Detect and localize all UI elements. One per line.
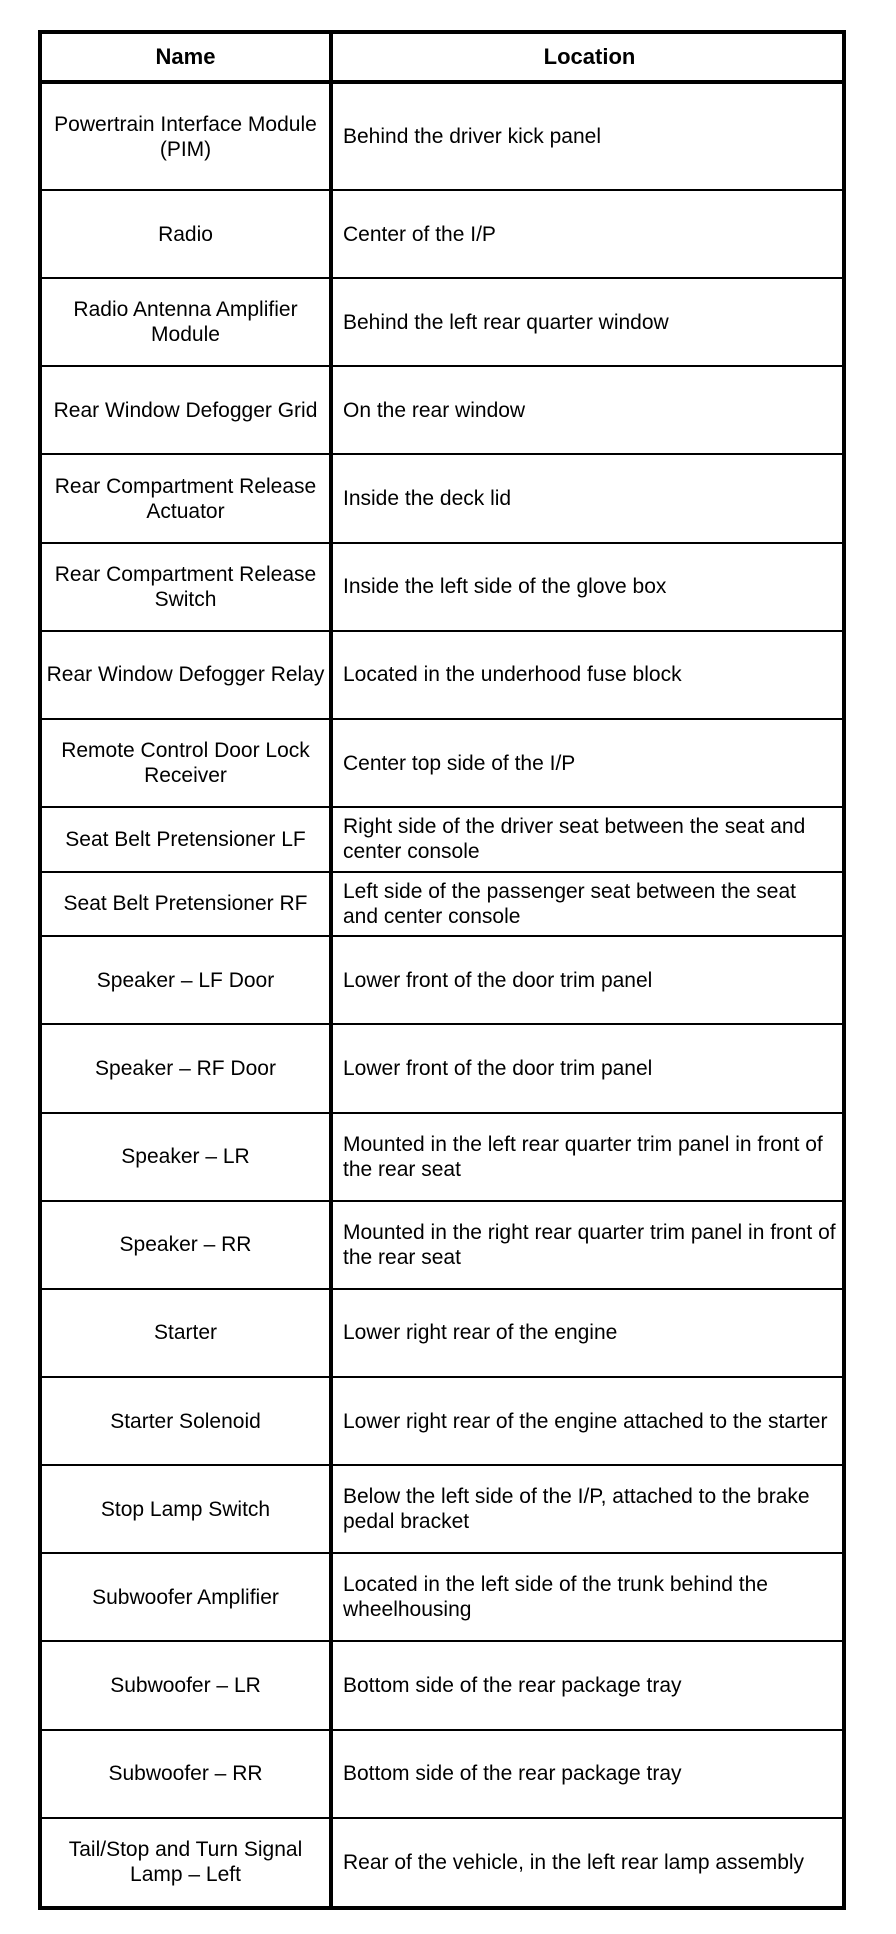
table-row xyxy=(42,82,842,190)
component-location-cell: Lower front of the door trim panel xyxy=(331,1024,842,1112)
component-name-cell: Subwoofer Amplifier xyxy=(42,1553,331,1641)
component-location-cell: Right side of the driver seat between the seat and center console xyxy=(331,807,842,872)
component-name-cell: Radio xyxy=(42,190,331,278)
component-name-cell: Subwoofer – RR xyxy=(42,1730,331,1818)
table-row xyxy=(42,190,842,278)
table-row xyxy=(42,278,842,366)
component-name-cell: Speaker – RF Door xyxy=(42,1024,331,1112)
component-location-table xyxy=(42,34,842,1906)
component-location-cell: Inside the left side of the glove box xyxy=(331,543,842,631)
component-name-cell: Seat Belt Pretensioner RF xyxy=(42,872,331,937)
component-name-cell: Speaker – LR xyxy=(42,1113,331,1201)
table-row xyxy=(42,936,842,1024)
component-location-cell: Behind the left rear quarter window xyxy=(331,278,842,366)
component-name-cell: Radio Antenna Amplifier Module xyxy=(42,278,331,366)
component-location-cell: Mounted in the left rear quarter trim panel in front of the rear seat xyxy=(331,1113,842,1201)
component-location-cell: Inside the deck lid xyxy=(331,454,842,542)
component-location-cell: Lower front of the door trim panel xyxy=(331,936,842,1024)
table-row xyxy=(42,1377,842,1465)
table-row xyxy=(42,807,842,872)
component-name-cell: Seat Belt Pretensioner LF xyxy=(42,807,331,872)
table-row xyxy=(42,1024,842,1112)
table-row xyxy=(42,1201,842,1289)
component-name-cell: Remote Control Door Lock Receiver xyxy=(42,719,331,807)
header-row xyxy=(42,34,842,82)
table-row xyxy=(42,1818,842,1906)
component-name-cell: Powertrain Interface Module (PIM) xyxy=(42,82,331,190)
name-column-header: Name xyxy=(42,34,331,82)
location-column-header: Location xyxy=(331,34,842,82)
component-location-cell: Rear of the vehicle, in the left rear lamp assembly xyxy=(331,1818,842,1906)
table-row xyxy=(42,1289,842,1377)
component-name-cell: Starter xyxy=(42,1289,331,1377)
component-location-cell: Bottom side of the rear package tray xyxy=(331,1730,842,1818)
component-name-cell: Tail/Stop and Turn Signal Lamp – Left xyxy=(42,1818,331,1906)
component-location-cell: Lower right rear of the engine attached to the starter xyxy=(331,1377,842,1465)
component-name-cell: Starter Solenoid xyxy=(42,1377,331,1465)
table-row xyxy=(42,1553,842,1641)
table-row xyxy=(42,1641,842,1729)
component-location-cell: Bottom side of the rear package tray xyxy=(331,1641,842,1729)
table-body xyxy=(42,82,842,1906)
table-row xyxy=(42,1465,842,1553)
component-location-cell: Located in the left side of the trunk behind the wheelhousing xyxy=(331,1553,842,1641)
component-name-cell: Rear Compartment Release Switch xyxy=(42,543,331,631)
table-row xyxy=(42,366,842,454)
component-location-cell: Center of the I/P xyxy=(331,190,842,278)
table-row xyxy=(42,1730,842,1818)
table-row xyxy=(42,872,842,937)
component-name-cell: Subwoofer – LR xyxy=(42,1641,331,1729)
component-name-cell: Speaker – RR xyxy=(42,1201,331,1289)
component-location-cell: Located in the underhood fuse block xyxy=(331,631,842,719)
table-row xyxy=(42,719,842,807)
component-name-cell: Speaker – LF Door xyxy=(42,936,331,1024)
component-location-cell: Behind the driver kick panel xyxy=(343,125,601,148)
table-row xyxy=(42,454,842,542)
table-row xyxy=(42,631,842,719)
component-name-cell: Rear Window Defogger Relay xyxy=(42,631,331,719)
component-location-cell: On the rear window xyxy=(331,366,842,454)
component-location-table-frame xyxy=(38,30,846,1910)
component-location-cell: Center top side of the I/P xyxy=(331,719,842,807)
component-name-cell: Stop Lamp Switch xyxy=(42,1465,331,1553)
table-row xyxy=(42,543,842,631)
component-name-cell: Rear Window Defogger Grid xyxy=(42,366,331,454)
component-name-cell: Rear Compartment Release Actuator xyxy=(42,454,331,542)
component-location-cell: Below the left side of the I/P, attached to the brake pedal bracket xyxy=(331,1465,842,1553)
table-row xyxy=(42,1113,842,1201)
component-location-cell: Left side of the passenger seat between the seat and center console xyxy=(331,872,842,937)
component-location-cell: Lower right rear of the engine xyxy=(331,1289,842,1377)
component-location-cell: Mounted in the right rear quarter trim panel in front of the rear seat xyxy=(331,1201,842,1289)
